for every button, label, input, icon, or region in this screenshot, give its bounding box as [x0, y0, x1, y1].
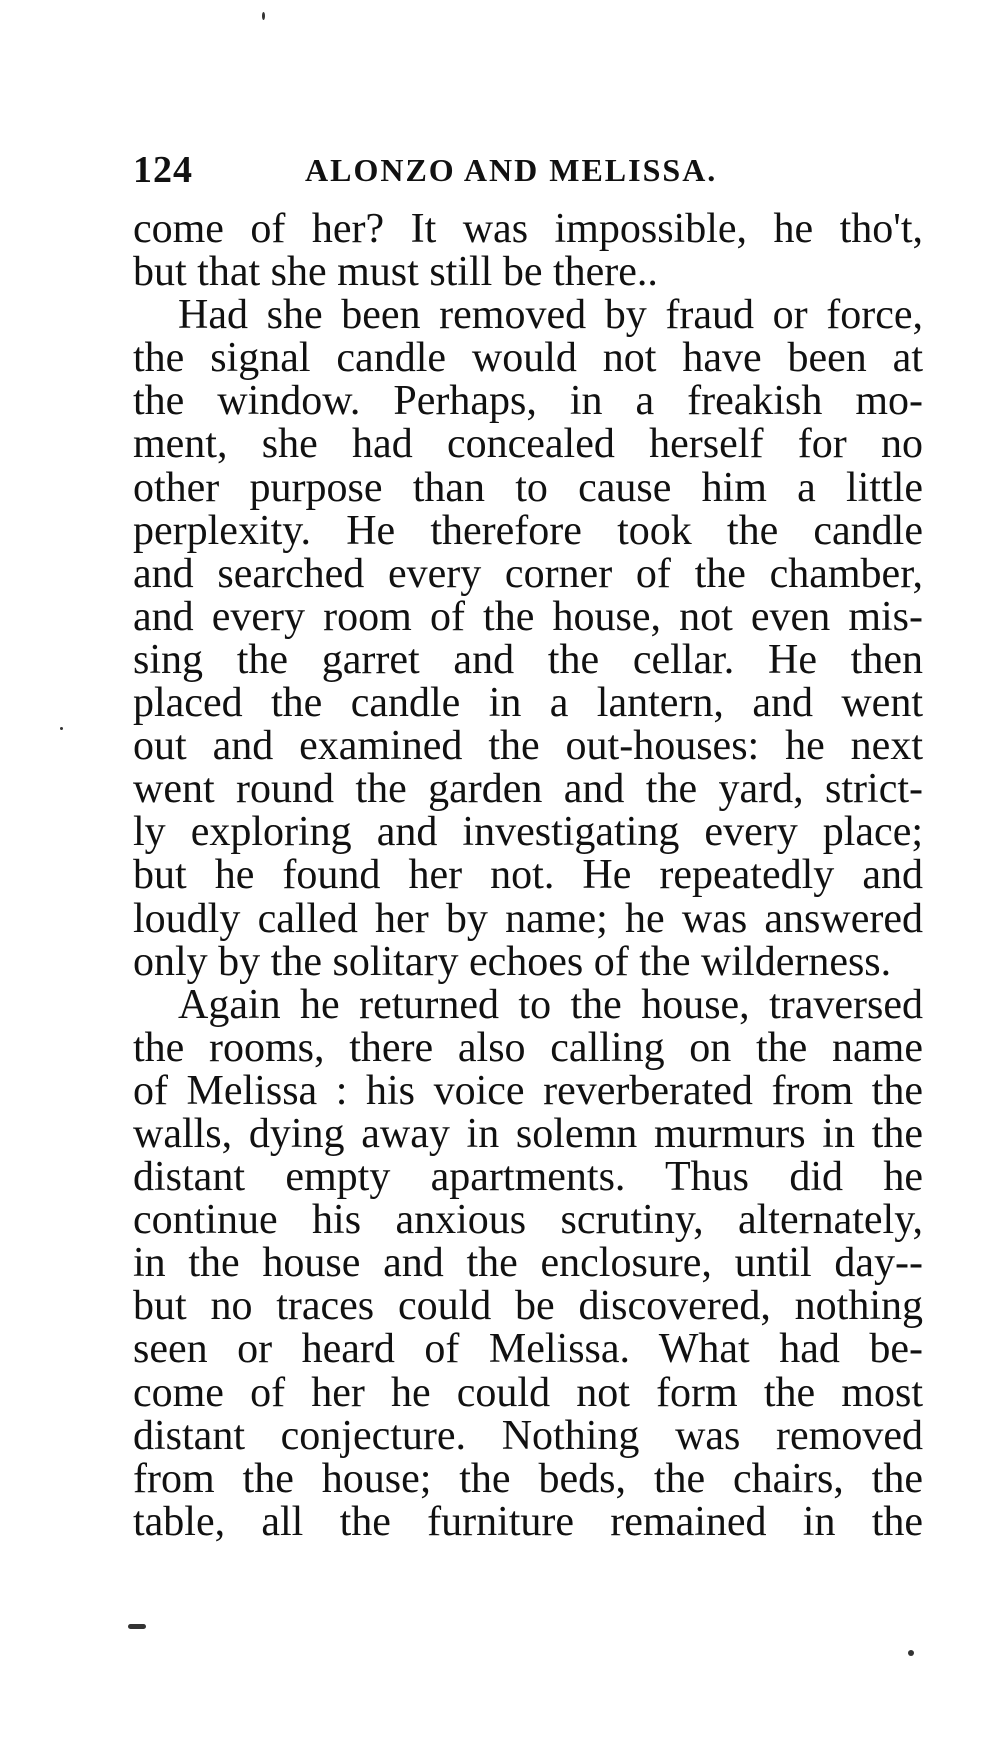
text-line: table, all the furniture remained in the	[133, 1498, 923, 1545]
text-line: ly exploring and investigating every place;	[133, 809, 923, 856]
text-line: placed the candle in a lantern, and went	[133, 680, 923, 727]
text-line: the rooms, there also calling on the name	[133, 1024, 923, 1071]
text-line: the window. Perhaps, in a freakish mo-	[133, 378, 923, 425]
text-line: but he found her not. He repeatedly and	[133, 852, 923, 899]
text-line: distant empty apartments. Thus did he	[133, 1154, 923, 1201]
text-line: and searched every corner of the chamber,	[133, 550, 923, 597]
running-title: ALONZO AND MELISSA.	[305, 152, 718, 188]
text-line: but that she must still be there..	[133, 249, 658, 296]
scan-speck	[908, 1650, 914, 1656]
text-line: other purpose than to cause him a little	[133, 464, 923, 511]
text-line: ment, she had concealed herself for no	[133, 421, 923, 468]
scan-speck	[128, 1624, 146, 1629]
scan-speck	[262, 12, 265, 20]
text-line: from the house; the beds, the chairs, the	[133, 1455, 923, 1502]
text-line: walls, dying away in solemn murmurs in the	[133, 1110, 923, 1157]
text-line: perplexity. He therefore took the candle	[133, 507, 923, 554]
scan-speck	[60, 727, 63, 730]
text-line: but no traces could be discovered, nothing	[133, 1283, 923, 1330]
text-line: went round the garden and the yard, strict-	[133, 766, 923, 813]
body-text	[133, 208, 923, 1544]
text-line: Had she been removed by fraud or force,	[178, 292, 923, 339]
text-line: Again he returned to the house, traversed	[178, 981, 923, 1028]
text-line: loudly called her by name; he was answered	[133, 895, 923, 942]
text-line: of Melissa : his voice reverberated from the	[133, 1067, 923, 1114]
text-line: and every room of the house, not even mis-	[133, 593, 923, 640]
text-line: distant conjecture. Nothing was removed	[133, 1412, 923, 1459]
text-line: seen or heard of Melissa. What had be-	[133, 1326, 923, 1373]
text-line: come of her? It was impossible, he tho't,	[133, 206, 923, 252]
text-line: sing the garret and the cellar. He then	[133, 636, 923, 683]
text-line: the signal candle would not have been at	[133, 335, 923, 382]
text-line: continue his anxious scrutiny, alternately,	[133, 1197, 923, 1244]
text-line: in the house and the enclosure, until day--	[133, 1240, 923, 1287]
text-line: out and examined the out-houses: he next	[133, 723, 923, 770]
text-line: come of her he could not form the most	[133, 1369, 923, 1416]
page-header	[133, 148, 933, 208]
page-number: 124	[133, 149, 193, 191]
text-line: only by the solitary echoes of the wilderness.	[133, 938, 892, 985]
